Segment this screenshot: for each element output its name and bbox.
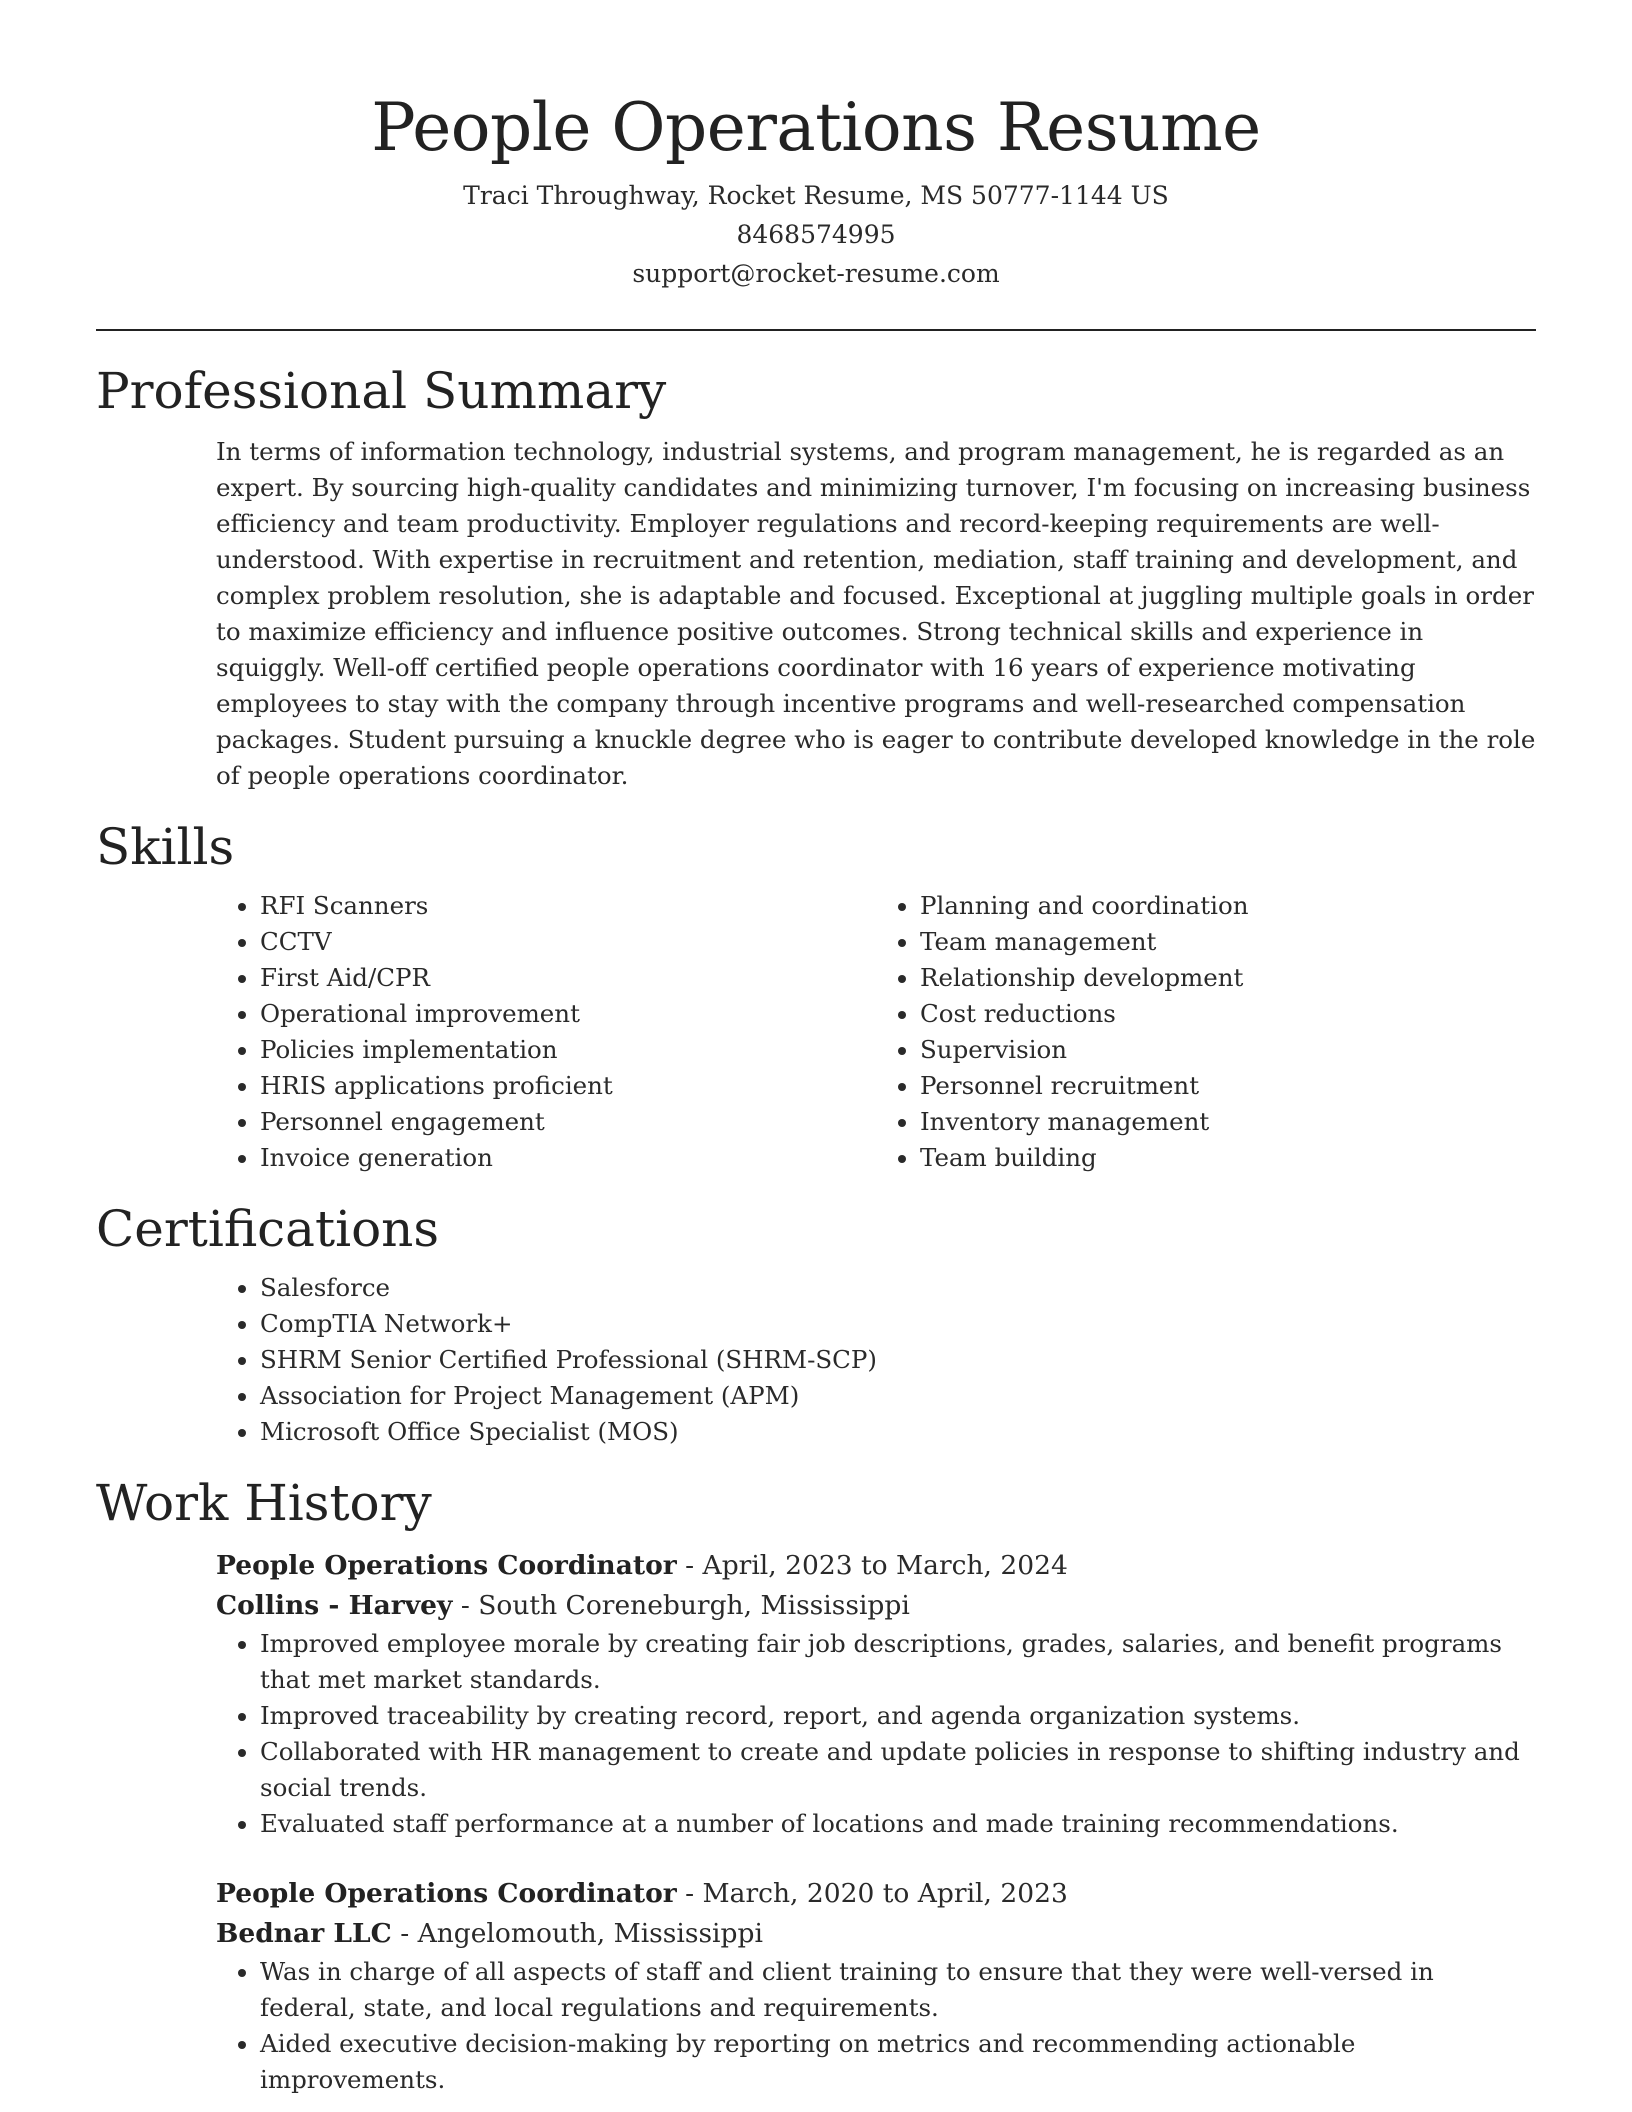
resume-page [96,0,1536,2098]
job-company: Collins - Harvey [216,1590,453,1621]
skill-item: • Relationship development [920,960,1536,996]
skills-heading: Skills [96,818,235,876]
skill-item: • Personnel recruitment [920,1068,1536,1104]
skill-item: • Policies implementation [260,1032,876,1068]
skills-columns [216,888,1536,1176]
job-location: - South Coreneburgh, Mississippi [452,1590,910,1621]
job-bullet: • Aided executive decision-making by reporting on metrics and recommending actionable improvements. [260,2026,1536,2098]
skills-list-right [876,888,1536,1176]
certification-item: • CompTIA Network+ [260,1306,1536,1342]
skill-item: • CCTV [260,924,876,960]
job-company-line [216,1586,1536,1626]
job-company-line [216,1914,1536,1954]
job-company: Bednar LLC [216,1918,392,1949]
skill-item: • Operational improvement [260,996,876,1032]
skill-item: • Supervision [920,1032,1536,1068]
contact-address: Traci Throughway, Rocket Resume, MS 50777-1144 US [463,181,1169,210]
skill-item: • Invoice generation [260,1140,876,1176]
job-dates: - March, 2020 to April, 2023 [676,1878,1068,1909]
skill-item: • First Aid/CPR [260,960,876,996]
skill-item: • Inventory management [920,1104,1536,1140]
job-dates: - April, 2023 to March, 2024 [676,1550,1068,1581]
certification-item: • SHRM Senior Certified Professional (SHRM-SCP) [260,1342,1536,1378]
work-history-heading: Work History [96,1474,432,1532]
skill-item: • Team management [920,924,1536,960]
certifications-section [96,1198,1536,1450]
job-title-line [216,1546,1536,1586]
certification-item: • Salesforce [260,1270,1536,1306]
contact-email: support@rocket-resume.com [632,259,1000,288]
job-location: - Angelomouth, Mississippi [391,1918,763,1949]
contact-block [96,176,1536,293]
skills-list-left [216,888,876,1176]
job-entry [216,1546,1536,1842]
job-title: People Operations Coordinator [216,1878,677,1909]
certifications-body [216,1270,1536,1450]
summary-body [216,434,1536,794]
skill-item: • Planning and coordination [920,888,1536,924]
contact-phone: 8468574995 [736,220,896,249]
certifications-heading: Certifications [96,1200,440,1258]
resume-title: People Operations Resume [371,89,1261,166]
certification-item: • Association for Project Management (APM) [260,1378,1536,1414]
job-bullets [216,1626,1536,1842]
skill-item: • Personnel engagement [260,1104,876,1140]
job-title: People Operations Coordinator [216,1550,677,1581]
job-entry [216,1874,1536,2098]
skill-item: • Team building [920,1140,1536,1176]
resume-header [96,0,1536,293]
certification-item: • Microsoft Office Specialist (MOS) [260,1414,1536,1450]
job-bullet: • Collaborated with HR management to create and update policies in response to shifting industry and social trends. [260,1734,1536,1806]
job-title-line [216,1874,1536,1914]
job-bullet: • Improved traceability by creating record, report, and agenda organization systems. [260,1698,1536,1734]
job-bullet: • Evaluated staff performance at a number of locations and made training recommendations. [260,1806,1536,1842]
summary-heading: Professional Summary [96,362,667,420]
skill-item: • Cost reductions [920,996,1536,1032]
skill-item: • HRIS applications proficient [260,1068,876,1104]
summary-text: In terms of information technology, industrial systems, and program management, he is regarded as an expert. By sourcing high-quality candidates and minimizing turnover, I'm focusing on increasing business efficiency and team productivity. Employer regulations and record-keeping requirements are well-understood. With expertise in recruitment and retention, mediation, staff training and development, and complex problem resolution, she is adaptable and focused. Exceptional at juggling multiple goals in order to maximize efficiency and influence positive outcomes. Strong technical skills and experience in squiggly. Well-off certified people operations coordinator with 16 years of experience motivating employees to stay with the company through incentive programs and well-researched compensation packages. Student pursuing a knuckle degree who is eager to contribute developed knowledge in the role of people operations coordinator. [216,437,1536,790]
job-bullet: • Was in charge of all aspects of staff and client training to ensure that they were well-versed in federal, state, and local regulations and requirements. [260,1954,1536,2026]
job-bullet: • Improved employee morale by creating fair job descriptions, grades, salaries, and benefit programs that met market standards. [260,1626,1536,1698]
certifications-list [216,1270,1536,1450]
summary-section [96,360,1536,794]
job-bullets [216,1954,1536,2098]
header-divider [96,329,1536,331]
work-history-section [96,1472,1536,2098]
skills-section [96,816,1536,1176]
skill-item: • RFI Scanners [260,888,876,924]
